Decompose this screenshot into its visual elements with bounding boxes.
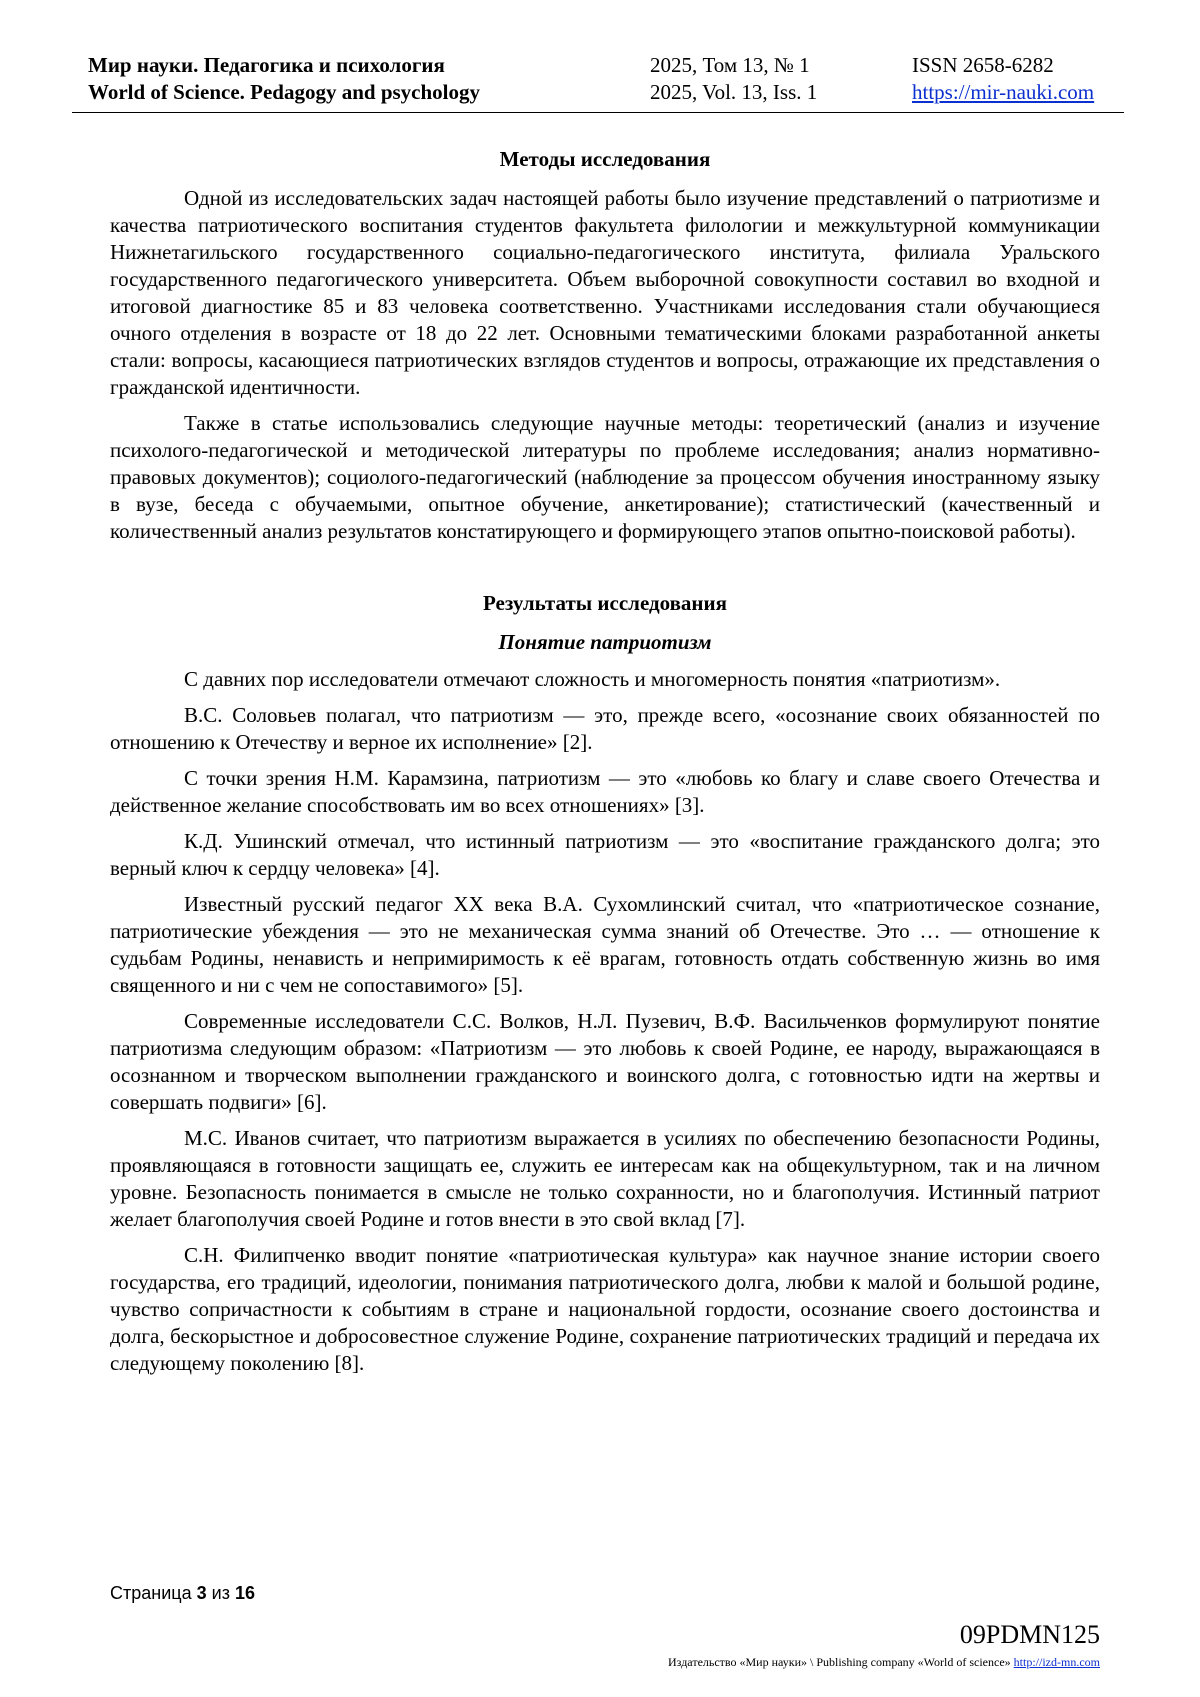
issn: ISSN 2658-6282 (912, 53, 1054, 77)
journal-title-en: World of Science. Pedagogy and psychology (88, 80, 481, 104)
running-header (88, 52, 1120, 112)
journal-title-block (88, 52, 480, 106)
paragraph: Одной из исследовательских задач настоящей работы было изучение представлений о патриотизме и качества патриотического воспитания студентов факультета филологии и межкультурной коммуникации Нижнетагильского государственного социально-педагогического института, филиала Уральского государственного педагогического университета. Объем выборочной совокупности составил во входной и итоговой диагностике 85 и 83 человека соответственно. Участниками исследования стали обучающиеся очного отделения в возрасте от 18 до 22 лет. Основными тематическими блоками разработанной анкеты стали: вопросы, касающиеся патриотических взглядов студентов и вопросы, отражающие их представления о гражданской идентичности. (110, 186, 1100, 399)
journal-site-link[interactable]: https://mir-nauki.com (912, 80, 1095, 104)
header-divider (72, 112, 1124, 113)
paragraph: С.Н. Филипченко вводит понятие «патриотическая культура» как научное знание истории своего государства, его традиций, идеологии, понимания патриотического долга, любви к малой и большой родине, чувство сопричастности к событиям в стране и национальной гордости, осознание своего достоинства и долга, бескорыстное и добросовестное служение Родине, сохранение патриотических традиций и передача их следующему поколению [8]. (110, 1243, 1100, 1375)
paragraph: Современные исследователи С.С. Волков, Н.Л. Пузевич, В.Ф. Васильченков формулируют понятие патриотизма следующим образом: «Патриотизм — это любовь к своей Родине, ее народу, выражающаяся в осознанном и творческом выполнении гражданского и воинского долга, с готовностью идти на жертвы и совершать подвиги» [6]. (110, 1009, 1100, 1114)
results-heading: Результаты исследования (483, 591, 727, 615)
publisher-line (668, 1655, 1100, 1670)
paragraph: К.Д. Ушинский отмечал, что истинный патриотизм — это «воспитание гражданского долга; это верный ключ к сердцу человека» [4]. (110, 829, 1100, 880)
issue-info-block (650, 52, 817, 106)
results-subheading: Понятие патриотизм (498, 630, 712, 654)
issn-block (912, 52, 1094, 106)
issue-en: 2025, Vol. 13, Iss. 1 (650, 80, 818, 104)
page-number: Страница 3 из 16 (110, 1583, 255, 1603)
article-body (110, 146, 1100, 1386)
paragraph: С давних пор исследователи отмечают сложность и многомерность понятия «патриотизм». (184, 667, 1001, 691)
article-code: 09PDMN125 (959, 1620, 1100, 1649)
paragraph: М.С. Иванов считает, что патриотизм выражается в усилиях по обеспечению безопасности Родины, проявляющаяся в готовности защищать ее, служить ее интересам как на общекультурном, так и на личном уровне. Безопасность понимается в смысле не только сохранности, но и благополучия. Истинный патриот желает благополучия своей Родине и готов внести в это свой вклад [7]. (110, 1126, 1100, 1231)
paragraph: Известный русский педагог XX века В.А. Сухомлинский считал, что «патриотическое сознание, патриотические убеждения — это не механическая сумма знаний об Отечестве. Это … — отношение к судьбам Родины, ненависть и непримиримость к её врагам, готовность отдать собственную жизнь во имя священного и ни с чем не сопоставимого» [5]. (110, 892, 1100, 997)
methods-heading: Методы исследования (499, 147, 711, 171)
paragraph: С точки зрения Н.М. Карамзина, патриотизм — это «любовь ко благу и славе своего Отечества и действенное желание способствовать им во всех отношениях» [3]. (110, 766, 1100, 817)
publisher-text: Издательство «Мир науки» \ Publishing company «World of science» (668, 1655, 1011, 1669)
issue-ru: 2025, Том 13, № 1 (650, 53, 810, 77)
publisher-link[interactable]: http://izd-mn.com (1013, 1655, 1100, 1669)
paragraph: Также в статье использовались следующие научные методы: теоретический (анализ и изучение психолого-педагогической и методической литературы по проблеме исследования; анализ нормативно-правовых документов); социолого-педагогический (наблюдение за процессом обучения иностранному языку в вузе, беседа с обучаемыми, опытное обучение, анкетирование); статистический (качественный и количественный анализ результатов констатирующего и формирующего этапов опытно-поисковой работы). (110, 411, 1100, 543)
paragraph: В.С. Соловьев полагал, что патриотизм — это, прежде всего, «осознание своих обязанностей по отношению к Отечеству и верное их исполнение» [2]. (110, 703, 1100, 754)
journal-title-ru: Мир науки. Педагогика и психология (88, 53, 445, 77)
section-gap (110, 554, 1100, 590)
